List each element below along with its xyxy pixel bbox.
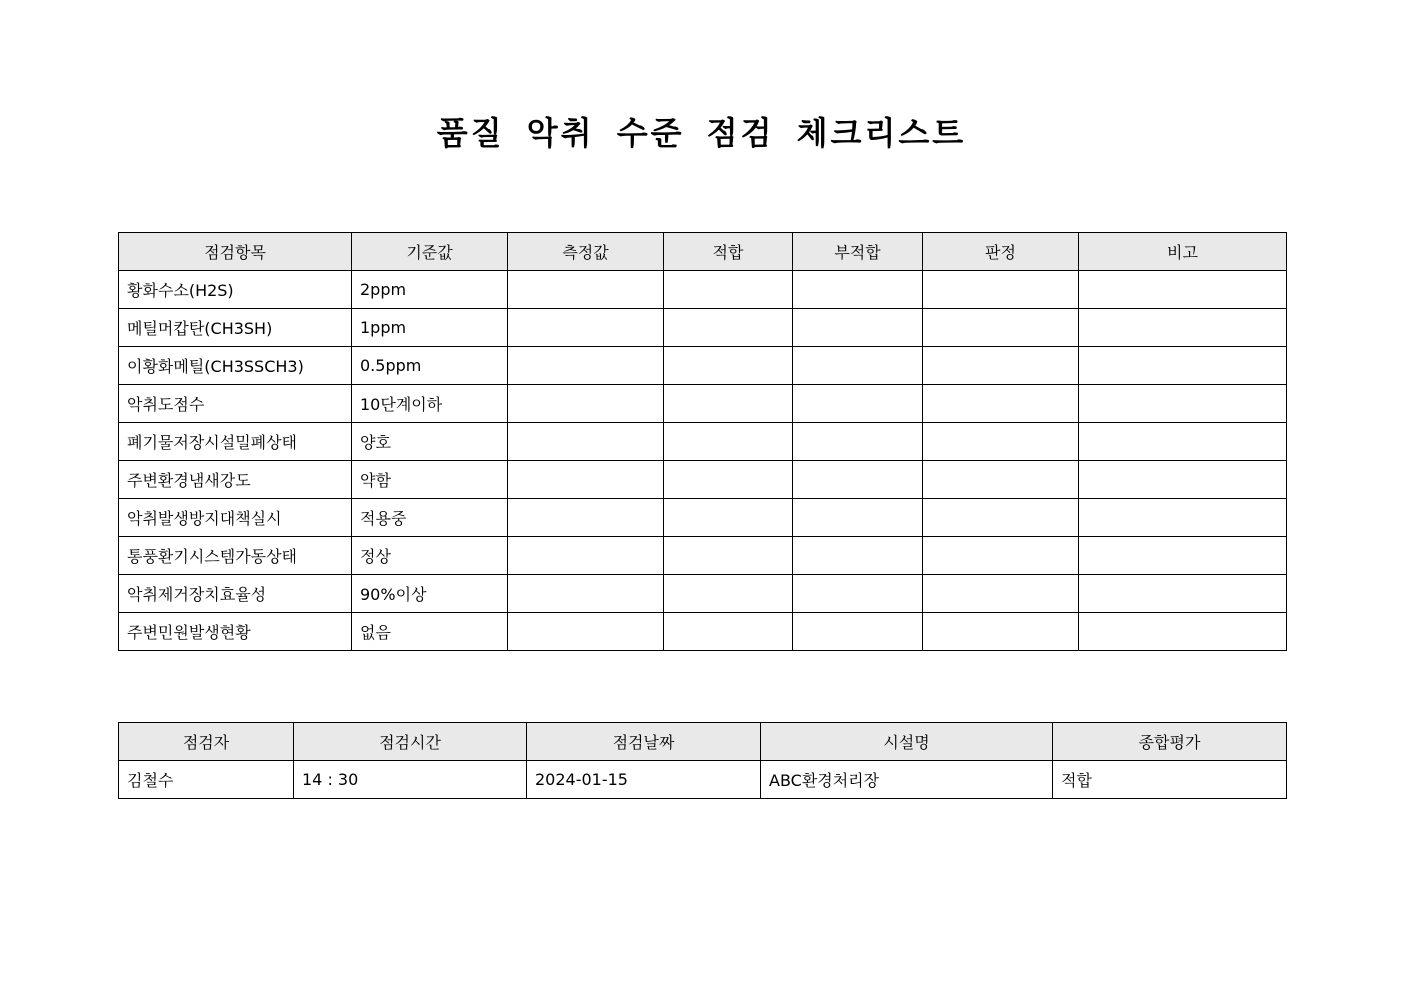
- pass-cell[interactable]: [664, 575, 793, 613]
- table-row: [119, 613, 1287, 651]
- check-item: 주변환경냄새강도: [119, 461, 352, 499]
- measured-cell[interactable]: [508, 347, 664, 385]
- check-item: 폐기물저장시설밀폐상태: [119, 423, 352, 461]
- fail-cell[interactable]: [793, 385, 923, 423]
- check-item: 통풍환기시스템가동상태: [119, 537, 352, 575]
- standard-value: 0.5ppm: [352, 347, 508, 385]
- pass-cell[interactable]: [664, 613, 793, 651]
- table-row: [119, 461, 1287, 499]
- check-item: 주변민원발생현황: [119, 613, 352, 651]
- check-item: 악취발생방지대책실시: [119, 499, 352, 537]
- header-judgment: 판정: [923, 233, 1079, 271]
- judgment-cell[interactable]: [923, 461, 1079, 499]
- measured-cell[interactable]: [508, 499, 664, 537]
- table-row: [119, 347, 1287, 385]
- judgment-cell[interactable]: [923, 537, 1079, 575]
- inspection-time-value[interactable]: 14 : 30: [294, 761, 527, 799]
- measured-cell[interactable]: [508, 461, 664, 499]
- table-row: [119, 575, 1287, 613]
- fail-cell[interactable]: [793, 499, 923, 537]
- measured-cell[interactable]: [508, 309, 664, 347]
- fail-cell[interactable]: [793, 347, 923, 385]
- page-title: 품질 악취 수준 점검 체크리스트: [436, 114, 967, 152]
- standard-value: 10단계이하: [352, 385, 508, 423]
- judgment-cell[interactable]: [923, 385, 1079, 423]
- table-row: [119, 537, 1287, 575]
- judgment-cell[interactable]: [923, 423, 1079, 461]
- remarks-cell[interactable]: [1079, 499, 1287, 537]
- header-facility-name: 시설명: [761, 723, 1053, 761]
- remarks-cell[interactable]: [1079, 423, 1287, 461]
- pass-cell[interactable]: [664, 499, 793, 537]
- judgment-cell[interactable]: [923, 575, 1079, 613]
- table-row: [119, 271, 1287, 309]
- header-inspection-time: 점검시간: [294, 723, 527, 761]
- judgment-cell[interactable]: [923, 347, 1079, 385]
- check-item: 악취제거장치효율성: [119, 575, 352, 613]
- measured-cell[interactable]: [508, 575, 664, 613]
- measured-cell[interactable]: [508, 271, 664, 309]
- judgment-cell[interactable]: [923, 499, 1079, 537]
- inspector-value[interactable]: 김철수: [119, 761, 294, 799]
- remarks-cell[interactable]: [1079, 385, 1287, 423]
- pass-cell[interactable]: [664, 309, 793, 347]
- judgment-cell[interactable]: [923, 309, 1079, 347]
- checklist-header-row: [119, 233, 1287, 271]
- pass-cell[interactable]: [664, 347, 793, 385]
- standard-value: 1ppm: [352, 309, 508, 347]
- table-row: [119, 309, 1287, 347]
- measured-cell[interactable]: [508, 613, 664, 651]
- fail-cell[interactable]: [793, 537, 923, 575]
- header-remarks: 비고: [1079, 233, 1287, 271]
- judgment-cell[interactable]: [923, 271, 1079, 309]
- judgment-cell[interactable]: [923, 613, 1079, 651]
- table-row: [119, 499, 1287, 537]
- measured-cell[interactable]: [508, 423, 664, 461]
- header-pass: 적합: [664, 233, 793, 271]
- table-row: [119, 385, 1287, 423]
- check-item: 악취도점수: [119, 385, 352, 423]
- standard-value: 약함: [352, 461, 508, 499]
- facility-name-value[interactable]: ABC환경처리장: [761, 761, 1053, 799]
- table-row: [119, 423, 1287, 461]
- header-fail: 부적합: [793, 233, 923, 271]
- header-standard: 기준값: [352, 233, 508, 271]
- overall-evaluation-value[interactable]: 적합: [1053, 761, 1287, 799]
- checklist-table: [118, 232, 1287, 651]
- standard-value: 2ppm: [352, 271, 508, 309]
- check-item: 메틸머캅탄(CH3SH): [119, 309, 352, 347]
- remarks-cell[interactable]: [1079, 309, 1287, 347]
- fail-cell[interactable]: [793, 423, 923, 461]
- pass-cell[interactable]: [664, 461, 793, 499]
- header-inspection-date: 점검날짜: [527, 723, 761, 761]
- remarks-cell[interactable]: [1079, 271, 1287, 309]
- info-header-row: [119, 723, 1287, 761]
- pass-cell[interactable]: [664, 271, 793, 309]
- header-measured: 측정값: [508, 233, 664, 271]
- measured-cell[interactable]: [508, 537, 664, 575]
- standard-value: 양호: [352, 423, 508, 461]
- check-item: 황화수소(H2S): [119, 271, 352, 309]
- header-overall-evaluation: 종합평가: [1053, 723, 1287, 761]
- check-item: 이황화메틸(CH3SSCH3): [119, 347, 352, 385]
- remarks-cell[interactable]: [1079, 347, 1287, 385]
- standard-value: 없음: [352, 613, 508, 651]
- header-check-item: 점검항목: [119, 233, 352, 271]
- pass-cell[interactable]: [664, 423, 793, 461]
- fail-cell[interactable]: [793, 461, 923, 499]
- remarks-cell[interactable]: [1079, 537, 1287, 575]
- fail-cell[interactable]: [793, 613, 923, 651]
- inspection-date-value[interactable]: 2024-01-15: [527, 761, 761, 799]
- info-value-row: [119, 761, 1287, 799]
- remarks-cell[interactable]: [1079, 613, 1287, 651]
- header-inspector: 점검자: [119, 723, 294, 761]
- remarks-cell[interactable]: [1079, 575, 1287, 613]
- standard-value: 90%이상: [352, 575, 508, 613]
- standard-value: 정상: [352, 537, 508, 575]
- inspection-info-table: [118, 722, 1287, 799]
- fail-cell[interactable]: [793, 575, 923, 613]
- measured-cell[interactable]: [508, 385, 664, 423]
- fail-cell[interactable]: [793, 309, 923, 347]
- standard-value: 적용중: [352, 499, 508, 537]
- pass-cell[interactable]: [664, 537, 793, 575]
- pass-cell[interactable]: [664, 385, 793, 423]
- remarks-cell[interactable]: [1079, 461, 1287, 499]
- fail-cell[interactable]: [793, 271, 923, 309]
